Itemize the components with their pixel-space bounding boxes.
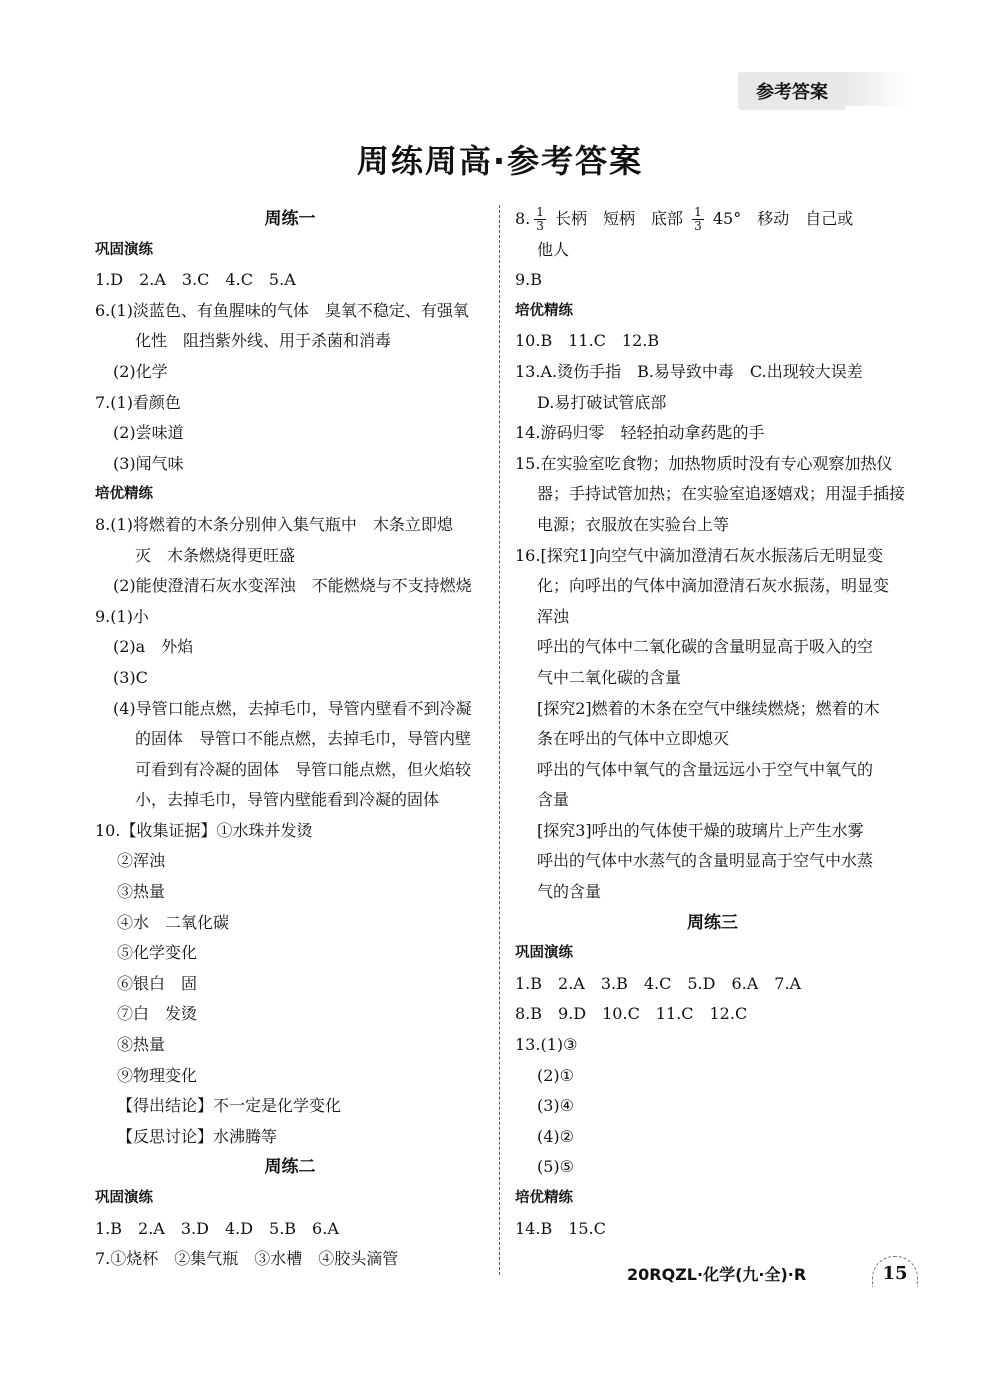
- answer-line: [探究3]呼出的气体使干燥的玻璃片上产生水雾: [537, 820, 864, 840]
- answer-line: 1.D 2.A 3.C 4.C 5.A: [95, 270, 296, 290]
- answer-line: 14.游码归零 轻轻拍动拿药匙的手: [515, 423, 765, 443]
- fraction-numerator: 1: [536, 205, 544, 219]
- answer-line: 呼出的气体中二氧化碳的含量明显高于吸入的空: [537, 637, 874, 657]
- answer-line: (4)导管口能点燃，去掉毛巾，导管内壁看不到冷凝: [113, 698, 472, 718]
- fraction-denominator: 3: [694, 219, 702, 233]
- answer-line: 15.在实验室吃食物；加热物质时没有专心观察加热仪: [515, 453, 893, 473]
- answer-line: ⑨物理变化: [117, 1065, 198, 1085]
- answer-line: 6.(1)淡蓝色、有鱼腥味的气体 臭氧不稳定、有强氧: [95, 300, 469, 320]
- answer-line: 器；手持试管加热；在实验室追逐嬉戏；用湿手插接: [537, 484, 906, 504]
- answer-line: ⑧热量: [117, 1035, 166, 1055]
- subsection-label: 巩固演练: [515, 945, 573, 962]
- answer-line: (4)②: [537, 1126, 575, 1146]
- answer-line: ②浑浊: [117, 851, 166, 871]
- answer-line: (3)④: [537, 1096, 575, 1116]
- answer-line: ⑤化学变化: [117, 943, 198, 963]
- page-number: 15: [872, 1256, 918, 1287]
- answer-line: ④水 二氧化碳: [117, 912, 230, 932]
- answer-line: 可看到有冷凝的固体 导管口能点燃，但火焰较: [135, 759, 472, 779]
- answer-line: 气的含量: [537, 882, 602, 902]
- answer-line: 10.【收集证据】①水珠并发烫: [95, 820, 313, 840]
- subsection-label: 巩固演练: [95, 1190, 153, 1206]
- subsection-label: 培优精练: [515, 302, 573, 319]
- answer-line: (3)闻气味: [113, 453, 184, 473]
- answer-line: 呼出的气体中氧气的含量远远小于空气中氧气的: [537, 759, 874, 779]
- answer-line: 他人: [537, 239, 570, 259]
- right-column: [515, 204, 910, 1244]
- answer-line: 的固体 导管口不能点燃，去掉毛巾，导管内壁: [135, 729, 472, 749]
- answer-line: (2)尝味道: [113, 423, 184, 443]
- answer-line: (2)能使澄清石灰水变浑浊 不能燃烧与不支持燃烧: [113, 576, 472, 596]
- answer-line: 9.(1)小: [95, 606, 149, 626]
- answer-line: 8.(1)将燃着的木条分别伸入集气瓶中 木条立即熄: [95, 514, 453, 534]
- answer-line: ③热量: [117, 882, 166, 902]
- answer-line: [探究2]燃着的木条在空气中继续燃烧；燃着的木: [537, 698, 880, 718]
- answer-line: 灭 木条燃烧得更旺盛: [135, 545, 296, 565]
- answer-line: (2)①: [537, 1065, 575, 1085]
- answer-line: 13.A.烫伤手指 B.易导致中毒 C.出现较大误差: [515, 361, 863, 381]
- column-divider: [499, 205, 500, 1275]
- answer-line: 7.①烧杯 ②集气瓶 ③水槽 ④胶头滴管: [95, 1249, 399, 1269]
- subsection-label: 培优精练: [515, 1190, 573, 1206]
- answer-line: 【反思讨论】水沸腾等: [117, 1126, 278, 1146]
- fraction-one-third: [534, 206, 546, 233]
- answer-key-tag: 参考答案: [738, 72, 846, 110]
- tag-decoration: [842, 72, 912, 106]
- section-heading: 周练一: [264, 209, 316, 229]
- answer-line: (3)C: [113, 667, 148, 687]
- q8-middle: 长柄 短柄 底部: [555, 209, 684, 228]
- answer-line: 化性 阻挡紫外线、用于杀菌和消毒: [135, 331, 392, 351]
- fraction-numerator: 1: [694, 205, 702, 219]
- answer-line: ⑥银白 固: [117, 973, 198, 993]
- answer-line: 1.B 2.A 3.D 4.D 5.B 6.A: [95, 1218, 339, 1238]
- subsection-label: 巩固演练: [95, 241, 153, 258]
- answer-line: 10.B 11.C 12.B: [515, 331, 660, 351]
- section-heading: 周练三: [687, 912, 738, 933]
- answer-line: 气中二氧化碳的含量: [537, 667, 682, 687]
- answer-line: 8.B 9.D 10.C 11.C 12.C: [515, 1004, 748, 1024]
- subsection-label: 培优精练: [95, 486, 153, 503]
- answer-line: 电源；衣服放在实验台上等: [537, 514, 730, 534]
- answer-line: 化；向呼出的气体中滴加澄清石灰水振荡，明显变: [537, 576, 890, 596]
- answer-line: 小，去掉毛巾，导管内壁能看到冷凝的固体: [135, 790, 440, 810]
- answer-line: D.易打破试管底部: [537, 392, 667, 412]
- answer-line: (5)⑤: [537, 1157, 575, 1177]
- answer-line: 16.[探究1]向空气中滴加澄清石灰水振荡后无明显变: [515, 545, 884, 565]
- answer-line: 呼出的气体中水蒸气的含量明显高于空气中水蒸: [537, 851, 874, 871]
- footer-book-code: 20RQZL·化学(九·全)·R: [627, 1265, 807, 1284]
- q8-prefix: 8.: [515, 209, 531, 228]
- fraction-denominator: 3: [536, 219, 544, 233]
- answer-line: (2)a 外焰: [113, 637, 194, 657]
- answer-line: (2)化学: [113, 361, 168, 381]
- answer-line: 【得出结论】不一定是化学变化: [117, 1096, 342, 1116]
- answer-line: 含量: [537, 790, 570, 810]
- answer-line: 7.(1)看颜色: [95, 392, 181, 412]
- left-column: [95, 204, 485, 1275]
- answer-line: 9.B: [515, 270, 543, 290]
- answer-line: 浑浊: [537, 606, 570, 626]
- answer-line: 14.B 15.C: [515, 1218, 606, 1238]
- fraction-one-third: [692, 206, 704, 233]
- answer-line: ⑦白 发烫: [117, 1004, 198, 1024]
- q8-suffix: 45° 移动 自己或: [712, 209, 854, 228]
- answer-line: 条在呼出的气体中立即熄灭: [537, 729, 730, 749]
- answer-line-q8: [515, 204, 910, 235]
- answer-line: 1.B 2.A 3.B 4.C 5.D 6.A 7.A: [515, 973, 802, 993]
- page-title: 周练周高·参考答案: [356, 142, 644, 180]
- section-heading: 周练二: [264, 1157, 316, 1178]
- answer-line: 13.(1)③: [515, 1035, 578, 1055]
